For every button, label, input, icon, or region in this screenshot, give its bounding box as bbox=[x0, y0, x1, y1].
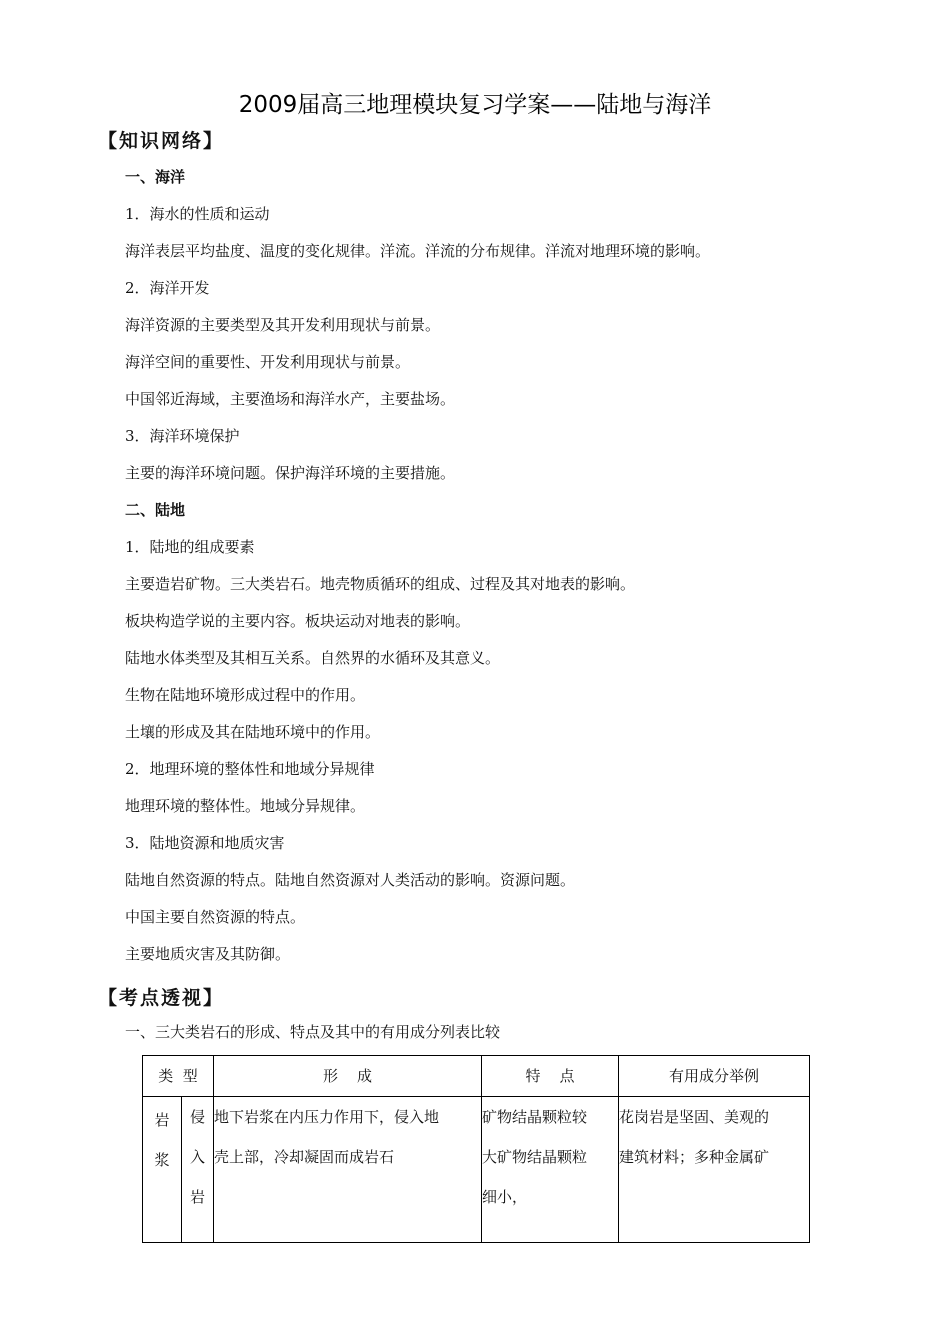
formation-line: 壳上部，冷却凝固而成岩石 bbox=[214, 1148, 395, 1166]
subheading-land-3: 3．陆地资源和地质灾害 bbox=[125, 834, 285, 852]
text-line: 土壤的形成及其在陆地环境中的作用。 bbox=[125, 723, 381, 741]
subheading-ocean-2: 2．海洋开发 bbox=[125, 279, 210, 297]
cell-group bbox=[143, 1097, 182, 1243]
rock-comparison-table bbox=[142, 1055, 810, 1243]
group-char: 浆 bbox=[154, 1151, 170, 1169]
header-examples: 有用成分举例 bbox=[619, 1056, 810, 1097]
text-line: 陆地水体类型及其相互关系。自然界的水循环及其意义。 bbox=[125, 649, 501, 667]
features-line: 矿物结晶颗粒较 bbox=[482, 1108, 588, 1126]
cell-examples bbox=[619, 1097, 810, 1243]
type-char: 侵 bbox=[190, 1108, 206, 1126]
text-line: 中国主要自然资源的特点。 bbox=[125, 908, 306, 926]
formation-line: 地下岩浆在内压力作用下，侵入地 bbox=[214, 1108, 440, 1126]
cell-type bbox=[182, 1097, 214, 1243]
text-line: 主要的海洋环境问题。保护海洋环境的主要措施。 bbox=[125, 464, 456, 482]
subheading-ocean-3: 3．海洋环境保护 bbox=[125, 427, 240, 445]
heading-land: 二、陆地 bbox=[125, 501, 186, 519]
text-line: 海洋表层平均盐度、温度的变化规律。洋流。洋流的分布规律。洋流对地理环境的影响。 bbox=[125, 242, 711, 260]
text-line: 海洋资源的主要类型及其开发利用现状与前景。 bbox=[125, 316, 441, 334]
page-title: 2009届高三地理模块复习学案——陆地与海洋 bbox=[238, 92, 712, 118]
text-line: 板块构造学说的主要内容。板块运动对地表的影响。 bbox=[125, 612, 471, 630]
table-header-row bbox=[143, 1056, 810, 1097]
section-heading-knowledge: 【知识网络】 bbox=[98, 130, 225, 152]
text-line: 陆地自然资源的特点。陆地自然资源对人类活动的影响。资源问题。 bbox=[125, 871, 576, 889]
heading-ocean: 一、海洋 bbox=[125, 168, 186, 186]
type-char: 入 bbox=[190, 1148, 206, 1166]
subheading-land-1: 1．陆地的组成要素 bbox=[125, 538, 255, 556]
features-line: 细小， bbox=[482, 1188, 528, 1206]
header-features: 特 点 bbox=[482, 1056, 619, 1097]
features-line: 大矿物结晶颗粒 bbox=[482, 1148, 588, 1166]
header-formation: 形 成 bbox=[214, 1056, 482, 1097]
type-char: 岩 bbox=[190, 1188, 206, 1206]
examples-line: 花岗岩是坚固、美观的 bbox=[619, 1108, 770, 1126]
header-type: 类 型 bbox=[143, 1056, 214, 1097]
group-char: 岩 bbox=[154, 1111, 170, 1129]
text-line: 主要地质灾害及其防御。 bbox=[125, 945, 291, 963]
subheading-ocean-1: 1．海水的性质和运动 bbox=[125, 205, 270, 223]
text-line: 地理环境的整体性。地域分异规律。 bbox=[125, 797, 366, 815]
text-line: 生物在陆地环境形成过程中的作用。 bbox=[125, 686, 366, 704]
section-heading-exam: 【考点透视】 bbox=[98, 987, 225, 1009]
cell-features bbox=[482, 1097, 619, 1243]
subheading-land-2: 2．地理环境的整体性和地域分异规律 bbox=[125, 760, 375, 778]
exam-intro: 一、三大类岩石的形成、特点及其中的有用成分列表比较 bbox=[125, 1023, 501, 1041]
table-row bbox=[143, 1097, 810, 1243]
text-line: 海洋空间的重要性、开发利用现状与前景。 bbox=[125, 353, 411, 371]
cell-formation bbox=[214, 1097, 482, 1243]
text-line: 中国邻近海域，主要渔场和海洋水产，主要盐场。 bbox=[125, 390, 456, 408]
examples-line: 建筑材料；多种金属矿 bbox=[619, 1148, 770, 1166]
text-line: 主要造岩矿物。三大类岩石。地壳物质循环的组成、过程及其对地表的影响。 bbox=[125, 575, 636, 593]
